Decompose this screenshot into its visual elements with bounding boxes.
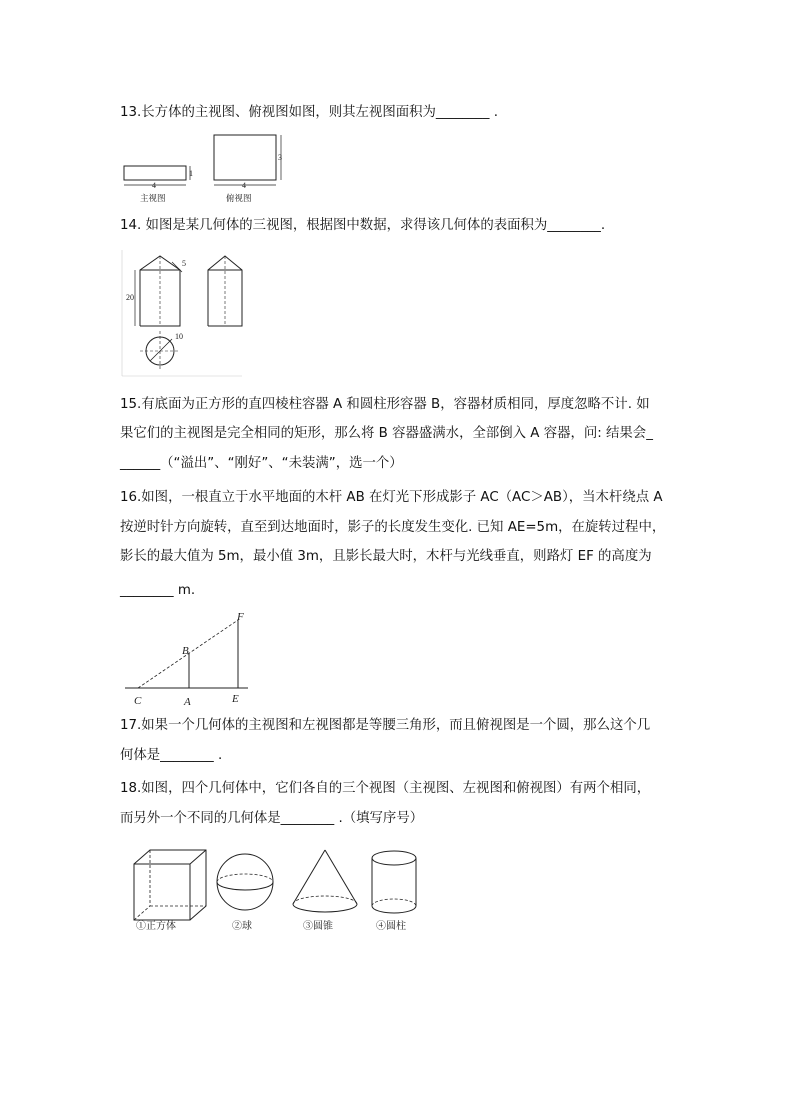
cone-label: ③圆锥 (303, 921, 333, 932)
question-16-line-1: 16.如图，一根直立于水平地面的木杆 AB 在灯光下形成影子 AC（AC＞AB），当木杆绕点 A (120, 490, 663, 505)
question-15-line-2: 果它们的主视图是完全相同的矩形，那么将 B 容器盛满水，全部倒入 A 容器，问: 结果会_ (120, 426, 653, 441)
question-15-line-3: ______（“溢出”、“刚好”、“未装满”，选一个） (120, 456, 403, 471)
question-18-figure (128, 844, 428, 936)
question-16-line-4: ________ m. (120, 583, 196, 598)
cube-label: ①正方体 (136, 921, 176, 932)
height-label: 20 (126, 293, 134, 302)
question-18-line-1: 18.如图，四个几何体中，它们各自的三个视图（主视图、左视图和俯视图）有两个相同， (120, 781, 651, 796)
cube-shape (134, 850, 206, 920)
question-13-figure (118, 132, 298, 203)
question-16-line-2: 按逆时针方向旋转，直至到达地面时，影子的长度发生变化. 已知 AE=5m，在旋转过程中， (120, 520, 666, 535)
front-width-label: 4 (152, 181, 156, 190)
point-b: B (182, 645, 189, 657)
question-17-line-2: 何体是________ . (120, 748, 223, 763)
question-14-figure (120, 248, 255, 383)
point-f: F (237, 611, 244, 623)
question-14-text: 14. 如图是某几何体的三视图，根据图中数据，求得该几何体的表面积为________. (120, 218, 606, 233)
top-caption: 俯视图 (226, 193, 252, 203)
front-height-label: 1 (189, 169, 193, 178)
point-c: C (134, 695, 142, 707)
question-18-line-2: 而另外一个不同的几何体是________ .（填写序号） (120, 811, 424, 826)
question-16-line-3: 影长的最大值为 5m，最小值 3m，且影长最大时，木杆与光线垂直，则路灯 EF 的高度为 (120, 549, 652, 564)
point-e: E (232, 693, 239, 705)
question-17-line-1: 17.如果一个几何体的主视图和左视图都是等腰三角形，而且俯视图是一个圆，那么这个几 (120, 718, 651, 733)
sphere-label: ②球 (232, 921, 252, 932)
side-label: 5 (182, 259, 186, 268)
front-caption: 主视图 (140, 193, 166, 203)
cylinder-shape (372, 851, 416, 913)
top-width-label: 4 (242, 181, 246, 190)
question-15-line-1: 15.有底面为正方形的直四棱柱容器 A 和圆柱形容器 B，容器材质相同，厚度忽略不计. 如 (120, 397, 650, 412)
cone-shape (293, 850, 357, 912)
question-16-figure (120, 608, 260, 708)
diameter-label: 10 (175, 332, 183, 341)
top-height-label: 3 (278, 153, 282, 162)
sphere-shape (217, 854, 273, 910)
cylinder-label: ④圆柱 (376, 921, 406, 932)
question-13-text: 13.长方体的主视图、俯视图如图，则其左视图面积为________ . (120, 105, 498, 120)
point-a: A (184, 696, 191, 708)
